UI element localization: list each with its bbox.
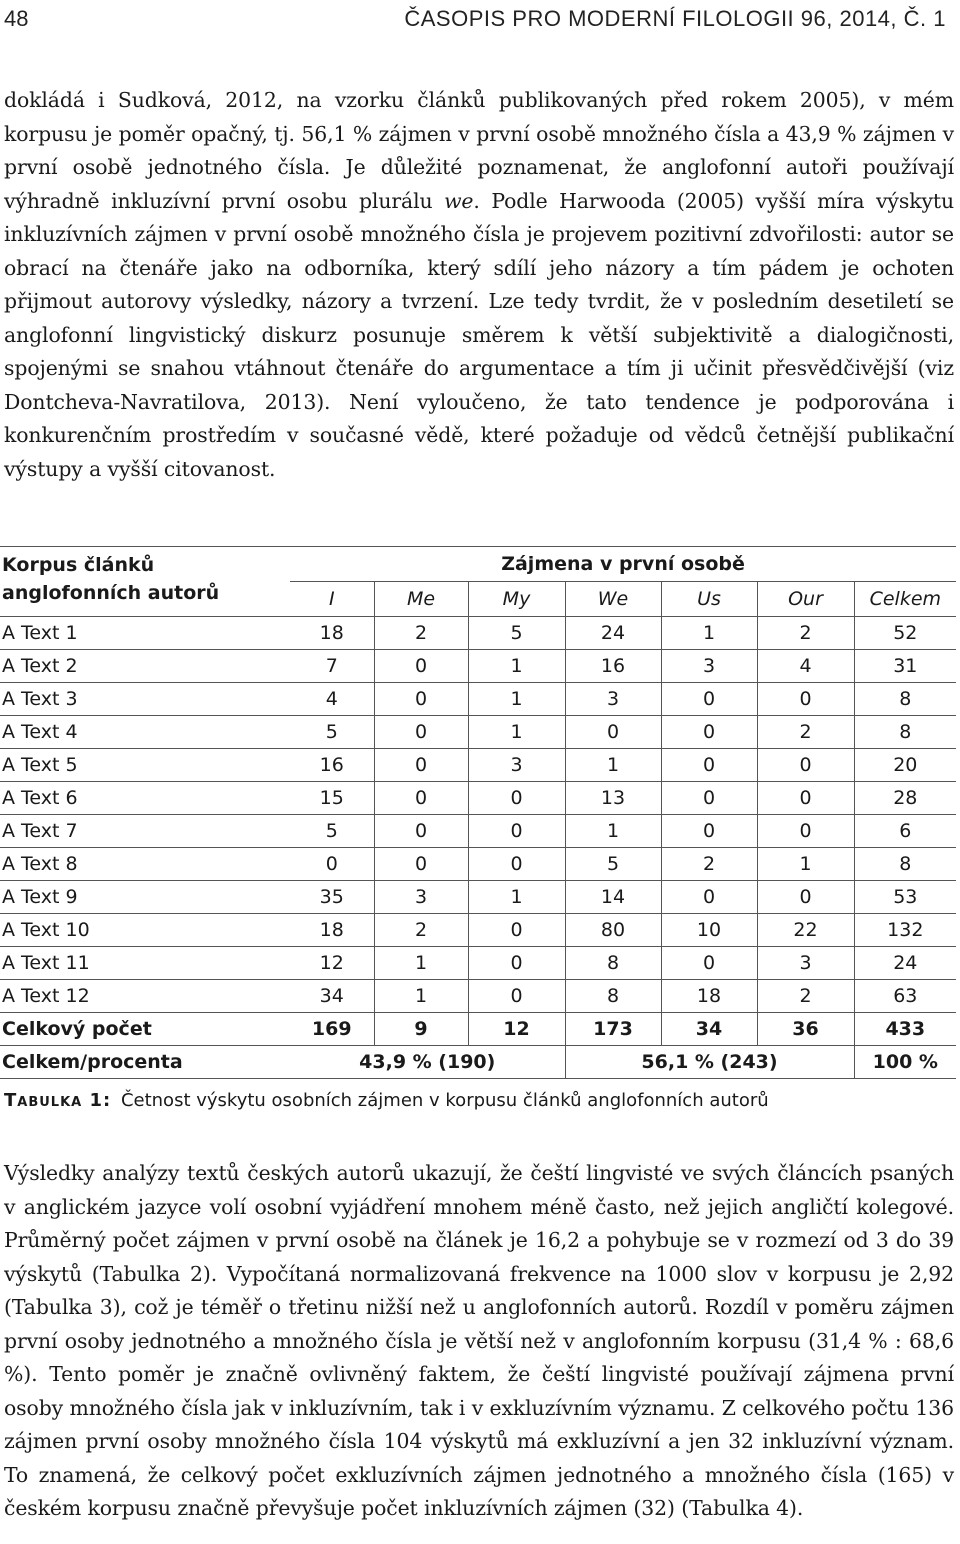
cell-total: 28 xyxy=(854,782,956,815)
row-label: A Text 11 xyxy=(0,947,290,980)
paragraph-1-text-b: . Podle Harwooda (2005) vyšší míra výskytu inkluzívních zájmen v první osobě množného čísla je projevem pozitivní zdvořilosti: autor se obrací na čtenáře jako na odborníka, který sdílí jeho názory a tím pádem je ochoten přijmout autorovy výsledky, názory a tvrzení. Lze tedy tvrdit, že v posledním desetiletí se anglofonní lingvistický diskurz posunuje směrem k větší subjektivitě a dialogičnosti, spojenými se snahou vtáhnout čtenáře do argumentace a tím ji učinit přesvědčivější (viz Dontcheva-Navratilova, 2013). Není vyloučeno, že tato tendence je podporována i konkurenčním prostředím v současné vědě, které požaduje od vědců četnější publikační výstupy a vyšší citovanost. xyxy=(4,188,954,481)
cell-us: 2 xyxy=(661,848,757,881)
cell-our: 22 xyxy=(757,914,854,947)
cell-i: 18 xyxy=(290,617,374,650)
table-row xyxy=(0,947,956,980)
pronoun-table-container xyxy=(0,546,956,1079)
cell-me: 0 xyxy=(374,749,468,782)
cell-my: 1 xyxy=(468,881,565,914)
row-label: A Text 8 xyxy=(0,848,290,881)
cell-my: 1 xyxy=(468,716,565,749)
cell-we: 5 xyxy=(565,848,661,881)
cell-i: 5 xyxy=(290,716,374,749)
cell-me: 0 xyxy=(374,650,468,683)
cell-me: 0 xyxy=(374,848,468,881)
cell-my: 0 xyxy=(468,848,565,881)
page-number: 48 xyxy=(4,6,29,31)
cell-my: 0 xyxy=(468,782,565,815)
table-caption-text: Četnost výskytu osobních zájmen v korpusu článků anglofonních autorů xyxy=(120,1090,769,1111)
table-header-row-1 xyxy=(0,547,956,582)
cell-we: 1 xyxy=(565,815,661,848)
cell-we: 1 xyxy=(565,749,661,782)
cell-we: 80 xyxy=(565,914,661,947)
cell-my: 1 xyxy=(468,683,565,716)
cell-total: 24 xyxy=(854,947,956,980)
cell-me: 0 xyxy=(374,716,468,749)
table-caption xyxy=(4,1090,769,1111)
cell-our: 0 xyxy=(757,749,854,782)
row-label: A Text 2 xyxy=(0,650,290,683)
cell-i: 7 xyxy=(290,650,374,683)
table-percent-row xyxy=(0,1046,956,1079)
cell-total: 8 xyxy=(854,683,956,716)
col-header-total: Celkem xyxy=(854,582,956,617)
cell-us: 0 xyxy=(661,881,757,914)
table-total-row xyxy=(0,1013,956,1046)
table-row xyxy=(0,881,956,914)
row-label: A Text 1 xyxy=(0,617,290,650)
cell-us: 10 xyxy=(661,914,757,947)
cell-we: 8 xyxy=(565,947,661,980)
cell-our: 0 xyxy=(757,782,854,815)
corpus-header-cell: Korpus článků anglofonních autorů xyxy=(0,547,290,617)
cell-total: 31 xyxy=(854,650,956,683)
total-cell-total: 433 xyxy=(854,1013,956,1046)
cell-our: 0 xyxy=(757,683,854,716)
body-paragraph-2: Výsledky analýzy textů českých autorů ukazují, že čeští lingvisté ve svých článcích psaných v anglickém jazyce volí osobní vyjádření mnohem méně často, než jejich angličtí kolegové. Průměrný počet zájmen v první osobě na článek je 16,2 a pohybuje se v rozmezí od 3 do 39 výskytů (Tabulka 2). Vypočítaná normalizovaná frekvence na 1000 slov v korpusu je 2,92 (Tabulka 3), což je téměř o třetinu nižší než u anglofonních autorů. Rozdíl v poměru zájmen první osoby jednotného a množného čísla je větší než v anglofonním korpusu (31,4 % : 68,6 %). Tento poměr je značně ovlivněný faktem, že čeští lingvisté používají zájmena první osoby množného čísla jak v inkluzívním, tak i v exkluzívním významu. Z celkového počtu 136 zájmen první osoby množného čísla 104 výskytů má exkluzívní a jen 32 inkluzívní význam. To znamená, že celkový počet exkluzívních zájmen jednotného a množného čísla (165) v českém korpusu značně převyšuje počet inkluzívních zájmen (32) (Tabulka 4). xyxy=(4,1161,954,1520)
cell-us: 0 xyxy=(661,683,757,716)
total-cell-i: 169 xyxy=(290,1013,374,1046)
cell-our: 0 xyxy=(757,815,854,848)
col-header-our: Our xyxy=(757,582,854,617)
cell-my: 0 xyxy=(468,815,565,848)
percent-plural-cell: 56,1 % (243) xyxy=(565,1046,854,1079)
table-row xyxy=(0,980,956,1013)
total-cell-our: 36 xyxy=(757,1013,854,1046)
cell-we: 24 xyxy=(565,617,661,650)
total-cell-me: 9 xyxy=(374,1013,468,1046)
cell-i: 15 xyxy=(290,782,374,815)
cell-my: 5 xyxy=(468,617,565,650)
row-label: A Text 5 xyxy=(0,749,290,782)
total-cell-us: 34 xyxy=(661,1013,757,1046)
cell-we: 3 xyxy=(565,683,661,716)
cell-total: 53 xyxy=(854,881,956,914)
cell-me: 0 xyxy=(374,782,468,815)
total-cell-we: 173 xyxy=(565,1013,661,1046)
cell-us: 3 xyxy=(661,650,757,683)
table-row xyxy=(0,848,956,881)
pronouns-group-header: Zájmena v první osobě xyxy=(290,547,956,582)
row-label: A Text 9 xyxy=(0,881,290,914)
row-label: A Text 10 xyxy=(0,914,290,947)
total-row-label: Celkový počet xyxy=(0,1013,290,1046)
cell-i: 0 xyxy=(290,848,374,881)
cell-us: 1 xyxy=(661,617,757,650)
cell-i: 18 xyxy=(290,914,374,947)
table-row xyxy=(0,716,956,749)
cell-total: 63 xyxy=(854,980,956,1013)
cell-us: 0 xyxy=(661,749,757,782)
cell-us: 0 xyxy=(661,947,757,980)
table-row xyxy=(0,617,956,650)
cell-our: 2 xyxy=(757,716,854,749)
cell-me: 2 xyxy=(374,914,468,947)
col-header-i: I xyxy=(290,582,374,617)
table-row xyxy=(0,749,956,782)
cell-we: 0 xyxy=(565,716,661,749)
cell-my: 1 xyxy=(468,650,565,683)
cell-us: 18 xyxy=(661,980,757,1013)
cell-me: 1 xyxy=(374,980,468,1013)
cell-us: 0 xyxy=(661,716,757,749)
cell-i: 16 xyxy=(290,749,374,782)
cell-my: 0 xyxy=(468,947,565,980)
col-header-us: Us xyxy=(661,582,757,617)
pronoun-frequency-table xyxy=(0,546,956,1079)
paragraph-1-text-a: dokládá i Sudková, 2012, na vzorku článků publikovaných před rokem 2005), v mém korpusu je poměr opačný, tj. 56,1 % zájmen v první osobě množného čísla a 43,9 % zájmen v první osobě jednotného čísla. Je důležité poznamenat, že anglofonní autoři používají výhradně inkluzívní první osobu plurálu xyxy=(4,88,954,213)
cell-total: 132 xyxy=(854,914,956,947)
cell-our: 0 xyxy=(757,881,854,914)
cell-me: 0 xyxy=(374,683,468,716)
journal-title: ČASOPIS PRO MODERNÍ FILOLOGII 96, 2014, Č. 1 xyxy=(404,6,946,31)
cell-we: 14 xyxy=(565,881,661,914)
cell-i: 5 xyxy=(290,815,374,848)
table-caption-label: Tabulka 1: xyxy=(4,1090,112,1111)
cell-we: 8 xyxy=(565,980,661,1013)
table-row xyxy=(0,914,956,947)
percent-total-cell: 100 % xyxy=(854,1046,956,1079)
cell-i: 12 xyxy=(290,947,374,980)
row-label: A Text 3 xyxy=(0,683,290,716)
cell-total: 8 xyxy=(854,716,956,749)
col-header-me: Me xyxy=(374,582,468,617)
table-body xyxy=(0,617,956,1079)
cell-our: 3 xyxy=(757,947,854,980)
cell-our: 2 xyxy=(757,980,854,1013)
percent-singular-cell: 43,9 % (190) xyxy=(290,1046,565,1079)
table-row xyxy=(0,683,956,716)
table-row xyxy=(0,650,956,683)
cell-our: 4 xyxy=(757,650,854,683)
row-label: A Text 7 xyxy=(0,815,290,848)
cell-i: 35 xyxy=(290,881,374,914)
cell-our: 1 xyxy=(757,848,854,881)
body-paragraph-1 xyxy=(4,84,954,486)
cell-we: 13 xyxy=(565,782,661,815)
cell-me: 3 xyxy=(374,881,468,914)
page-header xyxy=(0,0,960,40)
cell-us: 0 xyxy=(661,782,757,815)
cell-total: 52 xyxy=(854,617,956,650)
table-row xyxy=(0,782,956,815)
cell-my: 3 xyxy=(468,749,565,782)
cell-our: 2 xyxy=(757,617,854,650)
cell-total: 8 xyxy=(854,848,956,881)
cell-me: 0 xyxy=(374,815,468,848)
italic-pronoun-we: we xyxy=(444,188,474,213)
cell-total: 20 xyxy=(854,749,956,782)
cell-me: 2 xyxy=(374,617,468,650)
col-header-we: We xyxy=(565,582,661,617)
cell-us: 0 xyxy=(661,815,757,848)
cell-me: 1 xyxy=(374,947,468,980)
row-label: A Text 4 xyxy=(0,716,290,749)
col-header-my: My xyxy=(468,582,565,617)
cell-my: 0 xyxy=(468,914,565,947)
cell-my: 0 xyxy=(468,980,565,1013)
cell-we: 16 xyxy=(565,650,661,683)
total-cell-my: 12 xyxy=(468,1013,565,1046)
cell-total: 6 xyxy=(854,815,956,848)
percent-row-label: Celkem/procenta xyxy=(0,1046,290,1079)
row-label: A Text 6 xyxy=(0,782,290,815)
cell-i: 34 xyxy=(290,980,374,1013)
cell-i: 4 xyxy=(290,683,374,716)
table-row xyxy=(0,815,956,848)
row-label: A Text 12 xyxy=(0,980,290,1013)
